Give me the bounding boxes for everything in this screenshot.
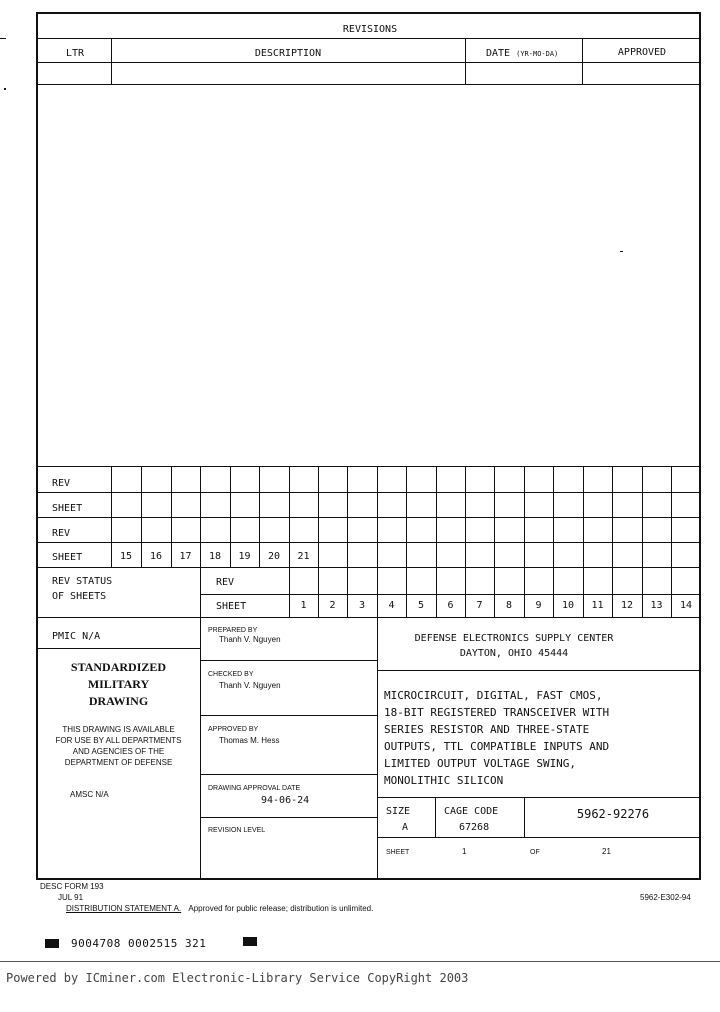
signoff-hline xyxy=(200,817,378,818)
grid-sheet-label: SHEET xyxy=(52,503,83,514)
title-hline xyxy=(377,670,701,671)
grid-vline xyxy=(612,466,613,567)
standardized-title: STANDARDIZED xyxy=(70,660,167,674)
grid-rev-label: REV xyxy=(52,528,71,539)
pmic-label: PMIC N/A xyxy=(52,631,101,642)
grid-hline xyxy=(36,567,701,568)
approval-date-label: DRAWING APPROVAL DATE xyxy=(208,785,301,792)
block-hline xyxy=(36,648,201,649)
col-approved-header: APPROVED xyxy=(617,47,667,58)
approved-by-name: Thomas M. Hess xyxy=(219,736,280,745)
revision-level-label: REVISION LEVEL xyxy=(208,827,266,834)
title-line: MICROCIRCUIT, DIGITAL, FAST CMOS, xyxy=(384,689,603,702)
distribution-statement xyxy=(66,905,373,913)
sheet-number: 8 xyxy=(505,600,513,611)
rev-status-sheet-label: SHEET xyxy=(216,601,247,612)
title-line: SERIES RESISTOR AND THREE-STATE xyxy=(384,723,590,736)
sheet-number: 9 xyxy=(535,600,542,611)
col-sep xyxy=(111,38,112,85)
checked-by-label: CHECKED BY xyxy=(208,671,254,678)
col-sep xyxy=(582,38,583,85)
size-value: A xyxy=(402,822,409,833)
grid-vline xyxy=(406,466,407,567)
sheet-number: 3 xyxy=(358,600,366,611)
revisions-subheader-line xyxy=(36,84,701,85)
of-label: OF xyxy=(530,849,540,856)
sheet-number: 7 xyxy=(476,600,483,611)
sheet-number: 20 xyxy=(267,551,281,562)
barcode-block-left xyxy=(45,939,59,948)
grid-rev-label: REV xyxy=(52,478,71,489)
sheet-number: 14 xyxy=(679,600,693,611)
sheet-number: 1 xyxy=(300,600,307,611)
approved-by-label: APPROVED BY xyxy=(208,726,259,733)
rev-status-rev-label: REV xyxy=(216,577,235,588)
agency-city: DAYTON, OHIO 45444 xyxy=(459,648,569,659)
drawing-number: 5962-92276 xyxy=(576,807,650,821)
col-date-label: DATE xyxy=(486,48,511,59)
rev-status-line2: OF SHEETS xyxy=(52,591,107,602)
drawing-title: DRAWING xyxy=(88,694,149,708)
grid-vline xyxy=(583,466,584,567)
grid-vline xyxy=(524,466,525,567)
grid-vline xyxy=(318,466,319,567)
sheet-number: 16 xyxy=(149,551,163,562)
revisions-title: REVISIONS xyxy=(342,24,398,35)
title-line: 18-BIT REGISTERED TRANSCEIVER WITH xyxy=(384,706,610,719)
availability-line: DEPARTMENT OF DEFENSE xyxy=(64,758,173,767)
cage-code-label: CAGE CODE xyxy=(444,806,499,817)
signoff-hline xyxy=(200,660,378,661)
grid-hline xyxy=(36,617,701,618)
grid-hline xyxy=(36,492,701,493)
grid-vline xyxy=(671,466,672,567)
grid-hline xyxy=(36,466,701,467)
grid-sheet-label: SHEET xyxy=(52,552,83,563)
scan-dot xyxy=(620,251,623,252)
sheet-number: 6 xyxy=(447,600,454,611)
availability-line: THIS DRAWING IS AVAILABLE xyxy=(62,725,175,734)
col-date-format: (YR-MO-DA) xyxy=(516,50,559,58)
grid-vline xyxy=(200,567,201,880)
availability-line: FOR USE BY ALL DEPARTMENTS xyxy=(55,736,182,745)
grid-vline xyxy=(642,466,643,567)
col-date-header xyxy=(486,49,558,59)
sheet-number: 21 xyxy=(297,551,310,562)
grid-vline xyxy=(553,466,554,567)
barcode-block-right xyxy=(243,937,257,946)
scan-mark xyxy=(0,38,6,39)
title-hline xyxy=(377,837,701,838)
distribution-text: Approved for public release; distribution is unlimited. xyxy=(188,904,374,913)
sheet-number: 17 xyxy=(179,551,192,562)
document-reference: 5962-E302-94 xyxy=(640,893,691,902)
grid-vline xyxy=(347,466,348,567)
amsc-label: AMSC N/A xyxy=(70,790,109,799)
desc-form-date: JUL 91 xyxy=(58,893,84,902)
sheet-number: 15 xyxy=(119,551,133,562)
title-line: MONOLITHIC SILICON xyxy=(384,774,504,787)
title-line: OUTPUTS, TTL COMPATIBLE INPUTS AND xyxy=(384,740,610,753)
sheet-number: 18 xyxy=(208,551,222,562)
title-hline xyxy=(377,797,701,798)
distribution-label: DISTRIBUTION STATEMENT A. xyxy=(66,904,182,913)
sheet-value: 1 xyxy=(462,847,467,856)
grid-hline xyxy=(36,517,701,518)
grid-vline xyxy=(377,466,378,567)
grid-vline xyxy=(465,466,466,567)
prepared-by-name: Thanh V. Nguyen xyxy=(219,635,281,644)
desc-form-number: DESC FORM 193 xyxy=(40,882,104,891)
military-title: MILITARY xyxy=(87,677,150,691)
checked-by-name: Thanh V. Nguyen xyxy=(219,681,281,690)
col-ltr-header: LTR xyxy=(65,48,85,59)
signoff-hline xyxy=(200,774,378,775)
revisions-divider xyxy=(36,38,701,39)
grid-hline xyxy=(200,594,701,595)
grid-vline xyxy=(494,466,495,567)
revisions-header-bottom xyxy=(36,62,701,63)
sheet-number: 19 xyxy=(238,551,251,562)
sheet-number: 2 xyxy=(329,600,336,611)
col-sep xyxy=(465,38,466,85)
of-value: 21 xyxy=(602,847,611,856)
barcode-text: 9004708 0002515 321 xyxy=(71,937,207,950)
rev-status-line1: REV STATUS xyxy=(52,576,113,587)
col-description-header: DESCRIPTION xyxy=(254,48,322,59)
cage-code-value: 67268 xyxy=(459,822,490,833)
size-label: SIZE xyxy=(386,806,411,817)
title-vline xyxy=(435,797,436,837)
sheet-number: 5 xyxy=(417,600,425,611)
grid-hline xyxy=(36,542,701,543)
prepared-by-label: PREPARED BY xyxy=(208,627,258,634)
sheet-number: 12 xyxy=(620,600,634,611)
grid-vline xyxy=(436,466,437,567)
sheet-number: 13 xyxy=(650,600,663,611)
sheet-number: 4 xyxy=(388,600,395,611)
title-line: LIMITED OUTPUT VOLTAGE SWING, xyxy=(384,757,577,770)
scan-mark xyxy=(4,88,6,90)
approval-date-value: 94-06-24 xyxy=(261,795,310,806)
availability-line: AND AGENCIES OF THE xyxy=(72,747,165,756)
sheet-number: 11 xyxy=(591,600,604,611)
signoff-hline xyxy=(200,715,378,716)
agency-name: DEFENSE ELECTRONICS SUPPLY CENTER xyxy=(414,633,614,644)
sheet-number: 10 xyxy=(561,600,575,611)
powered-by-text: Powered by ICminer.com Electronic-Library Service CopyRight 2003 xyxy=(6,971,469,985)
sheet-label: SHEET xyxy=(386,849,410,856)
footer-rule xyxy=(0,961,720,962)
